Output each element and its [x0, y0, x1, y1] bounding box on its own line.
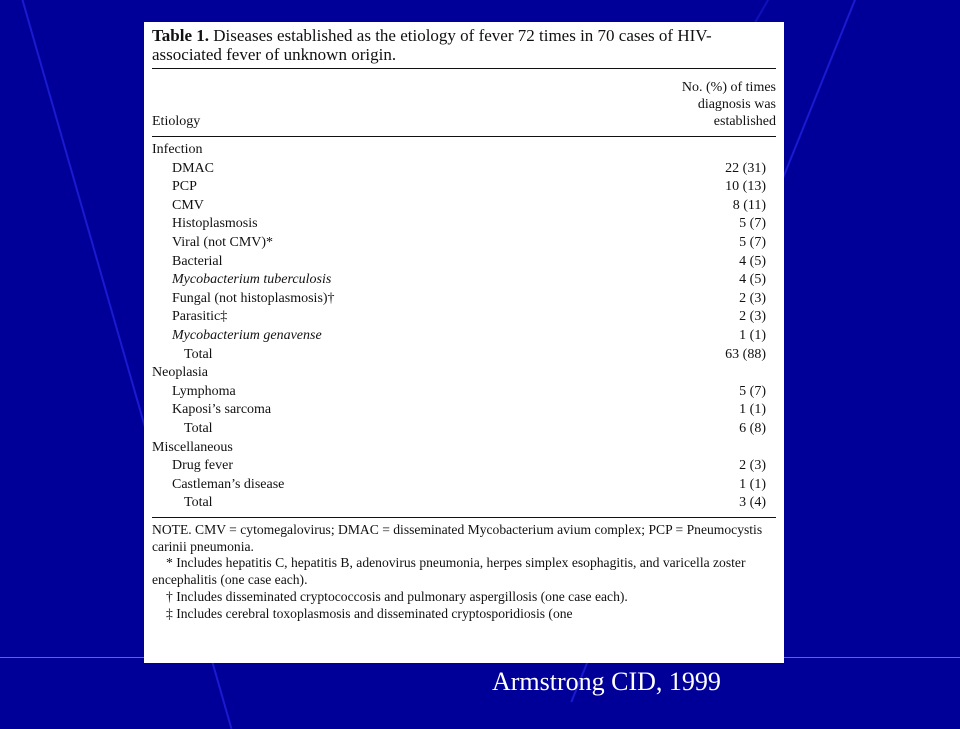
row-label: Neoplasia — [152, 365, 208, 381]
row-label: DMAC — [172, 160, 215, 176]
table-row — [152, 160, 776, 179]
table-row — [152, 253, 776, 272]
row-label: Total — [184, 420, 213, 436]
row-label: Castleman’s disease — [172, 476, 285, 492]
row-label: PCP — [172, 179, 197, 195]
table-row — [152, 476, 776, 495]
row-value: 2 (3) — [739, 458, 766, 474]
row-value: 63 (88) — [725, 346, 766, 362]
table-title-text: Diseases established as the etiology of fever 72 times in 70 cases of HIV-associated fever of unknown origin. — [152, 26, 712, 64]
table-row — [152, 327, 776, 346]
row-value: 1 (1) — [739, 476, 766, 492]
table-row — [152, 494, 776, 513]
slide-caption: Armstrong CID, 1999 — [492, 667, 721, 696]
row-label: Bacterial — [172, 253, 223, 269]
row-value: 4 (5) — [739, 253, 766, 269]
row-label: Total — [184, 495, 213, 511]
row-value — [656, 439, 776, 458]
row-value: 22 (31) — [725, 160, 766, 176]
row-label: Total — [184, 346, 213, 362]
row-value: 1 (1) — [739, 402, 766, 418]
table-notes — [152, 522, 776, 623]
row-value — [656, 141, 776, 160]
table-body — [152, 141, 776, 513]
table-row — [152, 271, 776, 290]
row-value: 2 (3) — [739, 309, 766, 325]
row-value: 8 (11) — [732, 197, 766, 213]
table-header — [152, 69, 776, 132]
row-value: 6 (8) — [739, 420, 766, 436]
row-value: 5 (7) — [739, 383, 766, 399]
footnote-star: * Includes hepatitis C, hepatitis B, adenovirus pneumonia, herpes simplex esophagitis, and varicella zoster encephalitis (one case each). — [152, 555, 746, 588]
table-image — [144, 22, 784, 663]
table-row — [152, 197, 776, 216]
table-title-label: Table 1. — [152, 26, 210, 45]
row-value: 10 (13) — [725, 179, 766, 195]
table-row — [152, 383, 776, 402]
row-label: Mycobacterium tuberculosis — [172, 272, 332, 288]
footnote-dagger: † Includes disseminated cryptococcosis and pulmonary aspergillosis (one case each). — [166, 589, 628, 605]
row-label: Kaposi’s sarcoma — [172, 402, 272, 418]
column-header-count: No. (%) of times diagnosis was established — [681, 80, 776, 129]
row-value: 1 (1) — [739, 327, 766, 343]
column-header-etiology: Etiology — [152, 114, 201, 129]
row-label: Drug fever — [172, 458, 234, 474]
note-abbreviations: NOTE. CMV = cytomegalovirus; DMAC = disseminated Mycobacterium avium complex; PCP = Pneumocystis carinii pneumonia. — [152, 521, 763, 554]
row-value — [656, 364, 776, 383]
table-row — [152, 234, 776, 253]
table-row — [152, 401, 776, 420]
table-row — [152, 346, 776, 365]
table-header-rule — [152, 136, 776, 137]
table-row — [152, 457, 776, 476]
table-row — [152, 364, 776, 383]
table-row — [152, 178, 776, 197]
row-label: Miscellaneous — [152, 439, 233, 455]
row-label: Parasitic‡ — [172, 309, 228, 325]
row-label: Fungal (not histoplasmosis)† — [172, 290, 335, 306]
row-label: CMV — [172, 197, 204, 213]
table-title — [152, 26, 776, 64]
table-bottom-rule — [152, 517, 776, 518]
row-value: 4 (5) — [739, 272, 766, 288]
row-label: Mycobacterium genavense — [172, 327, 322, 343]
row-value: 2 (3) — [739, 290, 766, 306]
row-value: 5 (7) — [739, 234, 766, 250]
row-value: 5 (7) — [739, 216, 766, 232]
table-row — [152, 290, 776, 309]
footnote-double-dagger: ‡ Includes cerebral toxoplasmosis and disseminated cryptosporidiosis (one — [166, 605, 573, 621]
table-row — [152, 420, 776, 439]
row-label: Histoplasmosis — [172, 216, 258, 232]
row-label: Lymphoma — [172, 383, 236, 399]
row-label: Infection — [152, 142, 203, 157]
table-row — [152, 439, 776, 458]
table-row — [152, 141, 776, 160]
table-row — [152, 308, 776, 327]
row-label: Viral (not CMV)* — [172, 234, 274, 250]
table-row — [152, 215, 776, 234]
row-value: 3 (4) — [739, 495, 766, 511]
